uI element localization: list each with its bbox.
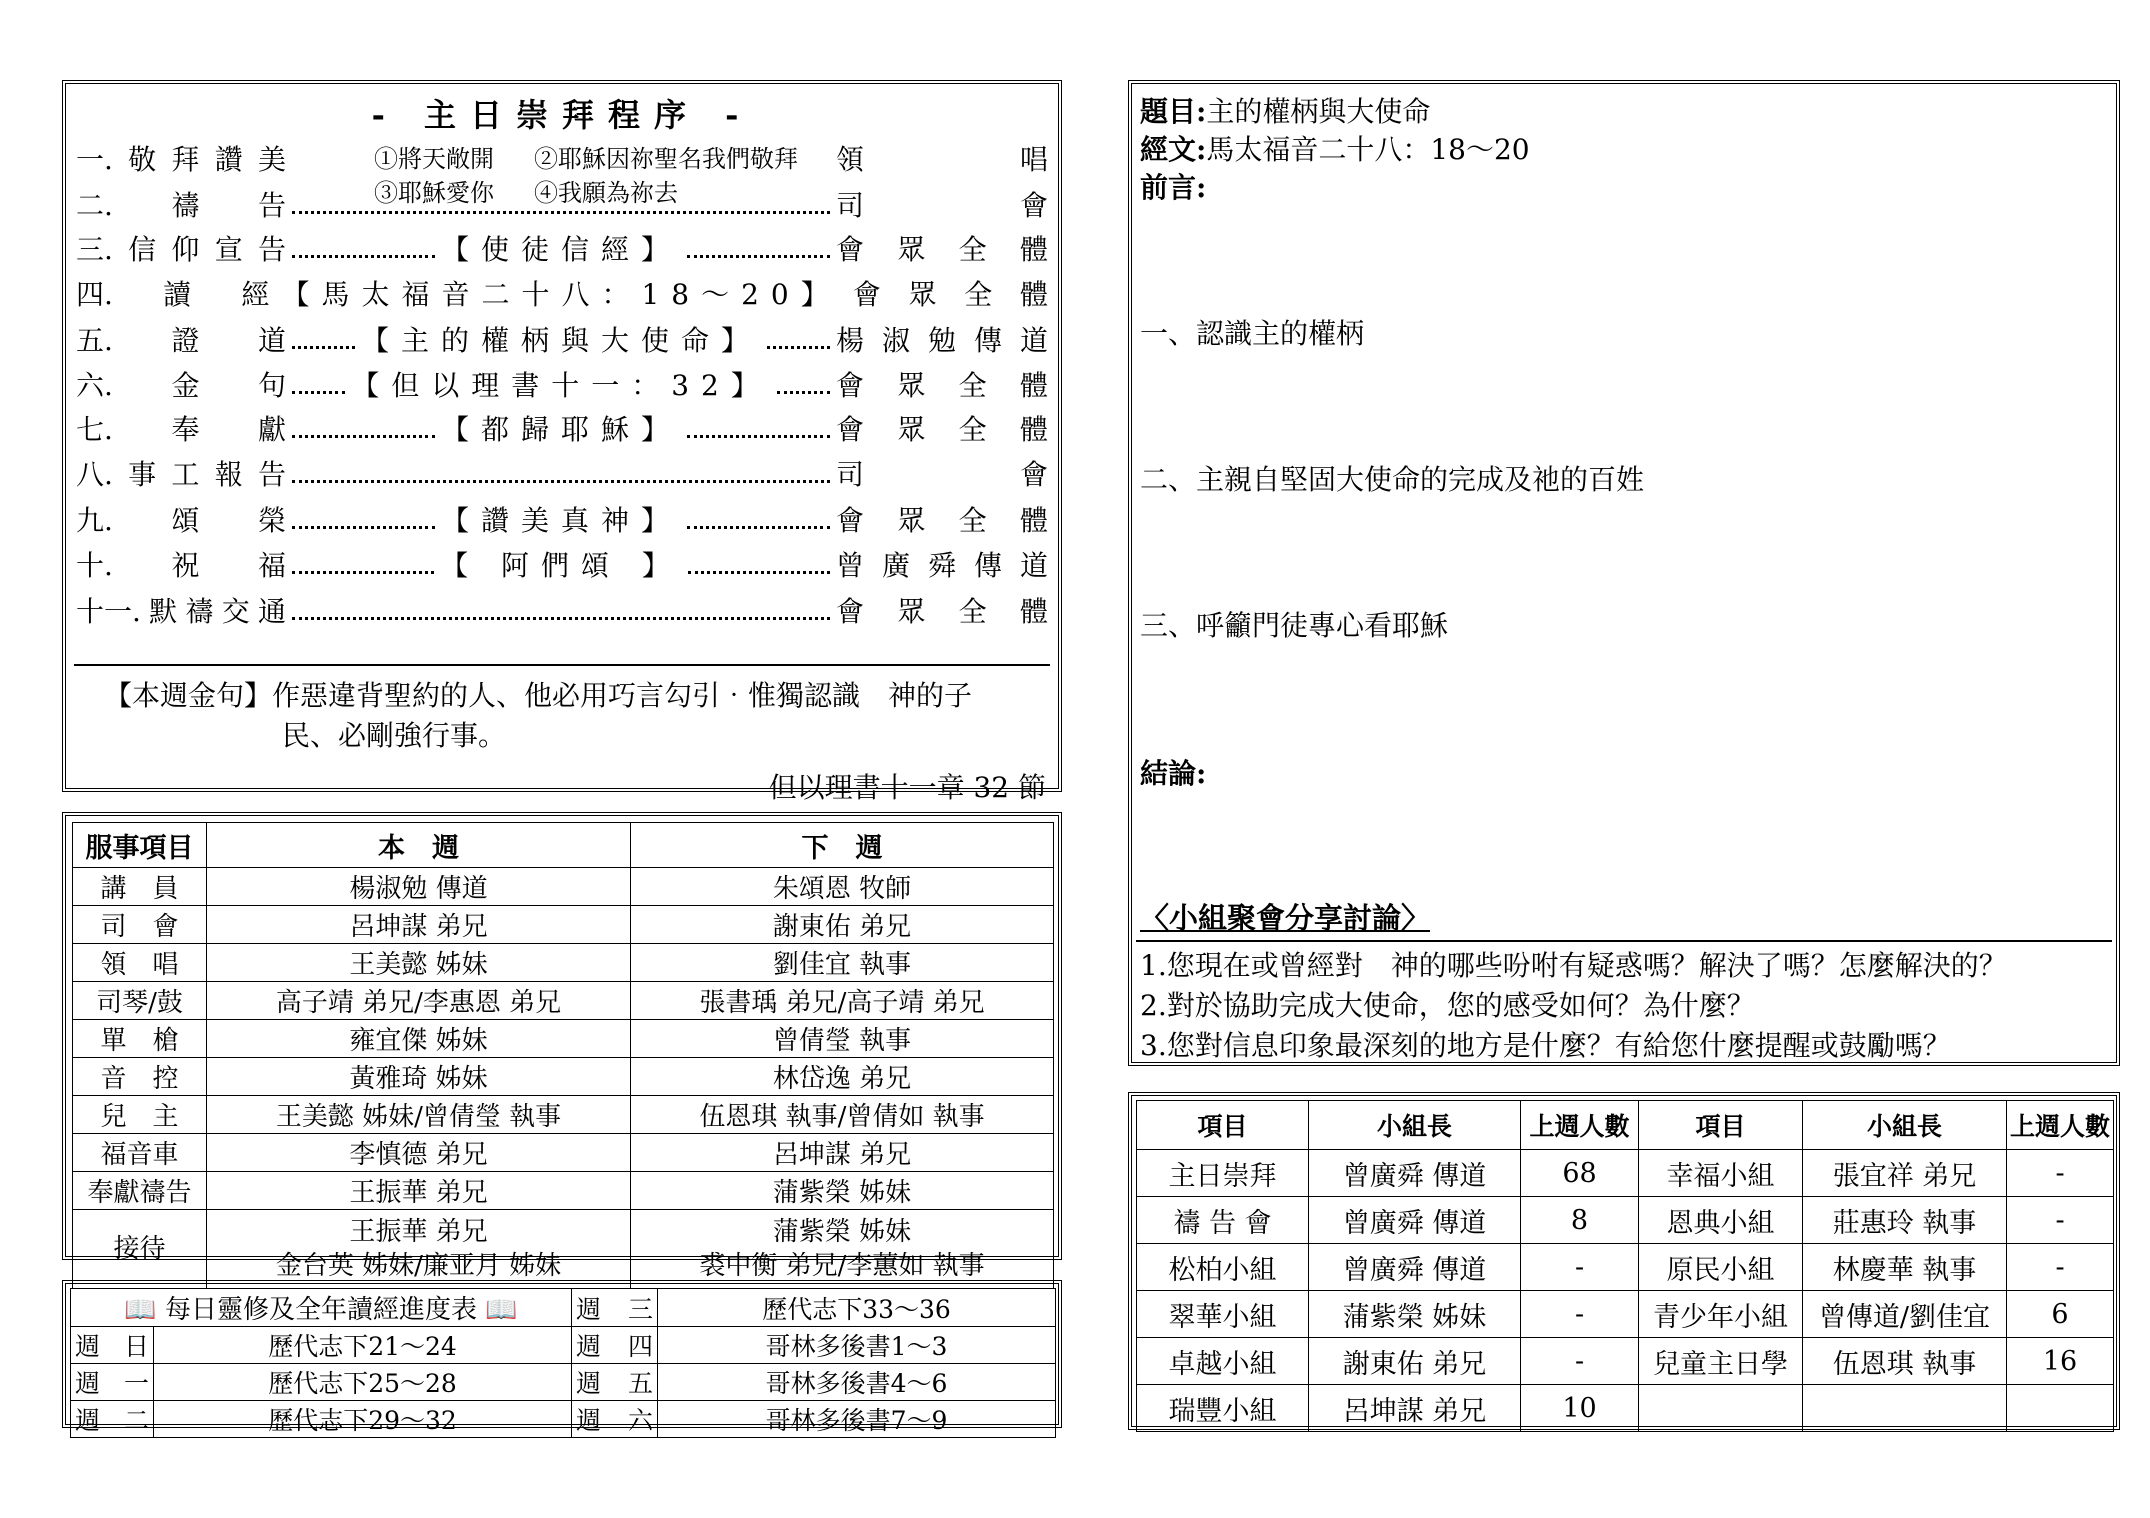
point-3: 三、呼籲門徒專心看耶穌 [1140,609,1449,642]
sermon-notes-panel [1128,80,2120,1066]
worship-order-panel [62,80,1062,804]
table-row [73,1020,1054,1058]
roster-cell: 劉佳宜 執事 [631,944,1054,982]
roster-header-next-week: 下 週 [631,823,1054,868]
worship-item-label-char: 工 [171,458,200,491]
song-2: ②耶穌因祢聖名我們敬拜 [534,145,798,173]
reading-book: 哥林多後書4～6 [658,1364,1056,1401]
leader-dots [292,617,830,620]
table-row [1137,1197,2114,1244]
group-table-header: 項目 [1639,1101,1803,1150]
group-cell: 6 [2007,1291,2114,1338]
worship-item-label-char: 榮 [257,504,286,537]
worship-item-label-char: 事 [128,458,157,491]
worship-item-leader-char: 全 [958,369,987,402]
roster-cell: 呂坤謀 弟兄 [631,1134,1054,1172]
reading-title-cell [71,1289,572,1327]
table-row [1137,1150,2114,1197]
intro-label: 前言: [1140,171,1207,204]
worship-item-number: 一. [76,143,113,176]
roster-cell: 雍宜傑 姊妹 [207,1020,631,1058]
worship-item-leader-char: 會 [836,369,865,402]
worship-item-content: 【都歸耶穌】 [441,413,682,446]
group-cell: 松柏小組 [1137,1244,1309,1291]
worship-item-leader-char: 道 [1019,324,1048,357]
worship-item [76,182,1048,226]
roster-cell: 領 唱 [73,944,207,982]
worship-item-label [76,184,286,224]
worship-item-label [76,590,286,630]
worship-item-label [76,138,286,178]
group-cell: 林慶華 執事 [1803,1244,2007,1291]
roster-cell: 朱頌恩 牧師 [631,868,1054,906]
roster-cell: 張書瑀 弟兄/高子靖 弟兄 [631,982,1054,1020]
worship-item-leader-char: 勉 [927,324,956,357]
table-row [1137,1291,2114,1338]
group-attendance-panel [1128,1092,2120,1430]
group-cell: 曾廣舜 傳道 [1309,1150,1521,1197]
worship-item [76,362,1048,406]
roster-cell-line: 蒲紫榮 姊妹 [772,1217,912,1247]
group-cell: 青少年小組 [1639,1291,1803,1338]
worship-item-label-char: 讀 [163,278,192,311]
roster-cell: 呂坤謀 弟兄 [207,906,631,944]
worship-item-leader-char: 傳 [973,549,1002,582]
book-icon: 📖 [485,1295,518,1325]
worship-item-content: 【使徒信經】 [441,233,682,266]
worship-item-leader-char: 舜 [927,549,956,582]
worship-item-leader-char: 眾 [897,413,926,446]
roster-cell: 講 員 [73,868,207,906]
book-icon: 📖 [124,1295,157,1325]
group-table-header: 小組長 [1803,1101,2007,1150]
reading-book: 歷代志下21～24 [154,1327,572,1364]
group-cell: 翠華小組 [1137,1291,1309,1338]
group-cell: 謝東佑 弟兄 [1309,1338,1521,1385]
worship-item-number: 六. [76,369,113,402]
worship-item-label-char: 交 [221,595,250,628]
worship-item-leader-char: 道 [1019,549,1048,582]
worship-item-label-char: 句 [257,369,286,402]
service-roster-panel [62,812,1062,1281]
leader-dots [292,571,434,574]
roster-cell: 王振華 弟兄 [207,1172,631,1210]
reading-day: 週六 [572,1401,658,1438]
roster-cell [631,1210,1054,1289]
worship-item-label [76,544,286,584]
group-table-header: 項目 [1137,1101,1309,1150]
leader-dots [292,346,355,349]
worship-item-leader [836,184,1048,224]
reading-schedule-table [70,1288,1056,1438]
worship-item-leader-char: 唱 [1019,143,1048,176]
group-cell: 主日崇拜 [1137,1150,1309,1197]
worship-item-label-char: 仰 [171,233,200,266]
group-cell: - [1521,1291,1639,1338]
worship-item-number: 八. [76,458,113,491]
verse-reference: 但以理書十一章 32 節 [768,771,1046,804]
worship-item [76,271,1048,315]
roster-cell: 兒 主 [73,1096,207,1134]
worship-item-number: 四. [76,278,113,311]
worship-item-label-char: 頌 [171,504,200,537]
sermon-topic: 題目:主的權柄與大使命 [1140,95,1431,128]
group-table-header: 小組長 [1309,1101,1521,1150]
reading-day: 週日 [71,1327,154,1364]
roster-cell: 司 會 [73,906,207,944]
reading-book: 哥林多後書7～9 [658,1401,1056,1438]
worship-item-number: 十. [76,549,113,582]
worship-item [76,542,1048,586]
worship-item-label-char: 告 [257,458,286,491]
worship-item-label-char: 祝 [171,549,200,582]
worship-item-label-char: 告 [257,233,286,266]
group-cell: 16 [2007,1338,2114,1385]
group-cell [2007,1385,2114,1432]
table-row [73,1096,1054,1134]
roster-cell-line: 王振華 弟兄 [349,1217,488,1247]
worship-item-label [76,499,286,539]
worship-item-leader-char: 會 [836,413,865,446]
worship-item-label [76,364,286,404]
roster-cell: 謝東佑 弟兄 [631,906,1054,944]
group-cell: 曾傳道/劉佳宜 [1803,1291,2007,1338]
reading-day: 週五 [572,1364,658,1401]
reading-day: 週四 [572,1327,658,1364]
worship-item-leader-char: 淑 [881,324,910,357]
table-row [73,1134,1054,1172]
worship-item-leader-char: 全 [958,233,987,266]
worship-item-number: 九. [76,504,113,537]
roster-cell: 司琴/鼓 [73,982,207,1020]
worship-title: - 主日崇拜程序 - [371,96,753,134]
group-cell: - [1521,1244,1639,1291]
group-cell [1803,1385,2007,1432]
sermon-scripture: 經文:馬太福音二十八：18～20 [1140,133,1530,166]
group-cell: 幸福小組 [1639,1150,1803,1197]
worship-item-label-char: 證 [171,324,200,357]
group-cell: 曾廣舜 傳道 [1309,1197,1521,1244]
worship-item-label-char: 通 [257,595,286,628]
group-attendance-table [1136,1100,2114,1432]
worship-item-leader-char: 會 [836,504,865,537]
roster-cell: 曾倩瑩 執事 [631,1020,1054,1058]
worship-item-label-char: 宣 [214,233,243,266]
worship-item-label [76,319,286,359]
leader-dots [777,391,830,394]
roster-cell: 伍恩琪 執事/曾倩如 執事 [631,1096,1054,1134]
worship-item-label-char: 金 [171,369,200,402]
worship-item-label [76,453,286,493]
worship-item-leader-char: 廣 [881,549,910,582]
worship-item-leader-char: 會 [836,595,865,628]
worship-item-leader-char: 體 [1019,278,1048,311]
question-1: 1.您現在或曾經對 神的哪些吩咐有疑惑嗎？解決了嗎？怎麼解決的？ [1140,949,2007,982]
group-cell: 68 [1521,1150,1639,1197]
roster-cell: 奉獻禱告 [73,1172,207,1210]
worship-item-leader [836,544,1048,584]
reading-book: 歷代志下33～36 [658,1289,1056,1327]
worship-item-label-char: 奉 [171,413,200,446]
worship-item-label-char: 福 [257,549,286,582]
table-row [73,906,1054,944]
worship-item-label-char: 禱 [185,595,214,628]
worship-item-number: 十一. [76,595,141,628]
worship-item-leader-char: 眾 [897,504,926,537]
leader-dots [292,255,435,258]
worship-item-leader-char: 眾 [897,369,926,402]
group-cell: 莊惠玲 執事 [1803,1197,2007,1244]
group-cell: - [2007,1244,2114,1291]
reading-schedule-panel [62,1280,1062,1435]
reading-day: 週三 [572,1289,658,1327]
roster-cell: 福音車 [73,1134,207,1172]
song-4: ④我願為祢去 [534,179,678,207]
roster-cell-line: 金台英 姊妹/廉亚月 姊妹 [275,1251,562,1281]
worship-item-leader-char: 會 [852,278,881,311]
roster-cell: 王美懿 姊妹/曾倩瑩 執事 [207,1096,631,1134]
group-cell: 蒲紫榮 姊妹 [1309,1291,1521,1338]
worship-item [76,226,1048,270]
worship-item-leader-char: 會 [836,233,865,266]
roster-cell: 接待 [73,1210,207,1289]
roster-cell: 林岱逸 弟兄 [631,1058,1054,1096]
group-cell: 曾廣舜 傳道 [1309,1244,1521,1291]
divider [1136,940,2112,942]
worship-item-number: 二. [76,189,113,222]
worship-item-leader [836,408,1048,448]
worship-item-label [76,408,286,448]
group-cell: - [1521,1338,1639,1385]
table-row [73,944,1054,982]
worship-item-leader-char: 會 [1019,189,1048,222]
roster-cell: 高子靖 弟兄/李惠恩 弟兄 [207,982,631,1020]
roster-cell: 單 槍 [73,1020,207,1058]
table-row [1137,1338,2114,1385]
group-cell: 瑞豐小組 [1137,1385,1309,1432]
worship-item-number: 七. [76,413,113,446]
worship-item-leader [836,319,1048,359]
roster-cell: 楊淑勉 傳道 [207,868,631,906]
question-3: 3.您對信息印象最深刻的地方是什麼？有給您什麼提醒或鼓勵嗎？ [1140,1029,1951,1062]
worship-item-leader-char: 全 [958,504,987,537]
worship-item [76,317,1048,361]
worship-item-leader [836,228,1048,268]
roster-cell: 黃雅琦 姊妹 [207,1058,631,1096]
reading-book: 哥林多後書1～3 [658,1327,1056,1364]
worship-item-label-char: 讚 [214,143,243,176]
worship-item-leader-char: 眾 [897,595,926,628]
group-cell: 恩典小組 [1639,1197,1803,1244]
roster-header-this-week: 本 週 [207,823,631,868]
worship-item-leader-char: 眾 [897,233,926,266]
worship-item [76,406,1048,450]
worship-item-content: 【 阿們頌 】 [440,549,682,582]
worship-item-label [76,273,269,313]
group-cell: 伍恩琪 執事 [1803,1338,2007,1385]
worship-item-leader-char: 眾 [908,278,937,311]
roster-cell: 李慎德 弟兄 [207,1134,631,1172]
leader-dots [767,346,830,349]
group-cell: - [2007,1197,2114,1244]
worship-item-leader-char: 楊 [836,324,865,357]
verse-line-1: 【本週金句】作惡違背聖約的人、他必用巧言勾引‧惟獨認識 神的子 [104,679,973,712]
worship-item-label-char: 告 [257,189,286,222]
conclusion-label: 結論: [1140,757,1207,790]
group-cell: 呂坤謀 弟兄 [1309,1385,1521,1432]
leader-dots [687,255,830,258]
worship-item-leader-char: 司 [836,189,865,222]
service-roster-table [72,822,1054,1289]
worship-item-label-char: 默 [149,595,178,628]
worship-item-leader-char: 領 [836,143,865,176]
leader-dots [292,480,830,483]
worship-item-label-char: 報 [214,458,243,491]
point-1: 一、認識主的權柄 [1140,317,1365,350]
group-cell: 卓越小組 [1137,1338,1309,1385]
worship-item-label-char: 禱 [171,189,200,222]
group-cell: 張宜祥 弟兄 [1803,1150,2007,1197]
worship-item-content: 【馬太福音二十八：18～20】 [281,278,841,311]
worship-item-leader-char: 司 [836,458,865,491]
worship-item [76,136,1048,180]
worship-item-number: 五. [76,324,113,357]
group-cell: - [2007,1150,2114,1197]
worship-item-leader-char: 體 [1019,595,1048,628]
roster-cell: 蒲紫榮 姊妹 [631,1172,1054,1210]
table-row [1137,1244,2114,1291]
verse-line-2: 民、必剛強行事。 [282,719,507,752]
group-cell: 兒童主日學 [1639,1338,1803,1385]
song-3: ③耶穌愛你 [374,179,494,207]
worship-item-content: 【主的權柄與大使命】 [361,324,762,357]
table-row [73,868,1054,906]
roster-header-item: 服事項目 [73,823,207,868]
worship-item-label-char: 信 [128,233,157,266]
worship-item-leader [836,364,1048,404]
table-row [73,1210,1054,1289]
group-cell: 原民小組 [1639,1244,1803,1291]
group-table-header: 上週人數 [1521,1101,1639,1150]
leader-dots [687,435,830,438]
worship-item-label-char: 獻 [257,413,286,446]
table-row [1137,1385,2114,1432]
leader-dots [292,435,435,438]
point-2: 二、主親自堅固大使命的完成及祂的百姓 [1140,463,1645,496]
roster-cell [207,1210,631,1289]
worship-item-leader-char: 傳 [973,324,1002,357]
worship-item-content: 【讚美真神】 [441,504,682,537]
group-cell: 10 [1521,1385,1639,1432]
worship-item-leader [836,138,1048,178]
table-row [73,1058,1054,1096]
group-table-header: 上週人數 [2007,1101,2114,1150]
reading-day: 週一 [71,1364,154,1401]
worship-item-leader [836,590,1048,630]
worship-item-leader-char: 全 [958,413,987,446]
leader-dots [688,571,830,574]
worship-item-leader-char: 體 [1019,369,1048,402]
reading-title: 每日靈修及全年讀經進度表 [164,1295,477,1325]
worship-item-label-char: 美 [257,143,286,176]
worship-item-label-char: 經 [241,278,270,311]
worship-item-content: 【但以理書十一：32】 [351,369,771,402]
worship-item-label-char: 道 [257,324,286,357]
reading-day: 週二 [71,1401,154,1438]
worship-item [76,497,1048,541]
worship-item-label-char: 拜 [171,143,200,176]
worship-item-leader [853,273,1048,313]
group-cell: 8 [1521,1197,1639,1244]
worship-item-leader-char: 會 [1019,458,1048,491]
leader-dots [292,391,345,394]
worship-item-leader-char: 體 [1019,504,1048,537]
group-discussion-heading: 〈小組聚會分享討論〉 [1140,901,1431,935]
worship-item [76,588,1048,632]
reading-book: 歷代志下29～32 [154,1401,572,1438]
weekly-verse [74,664,1050,804]
worship-item-leader-char: 體 [1019,233,1048,266]
worship-item-leader [836,453,1048,493]
question-2: 2.對於協助完成大使命，您的感受如何？為什麼？ [1140,989,1755,1022]
leader-dots [687,526,830,529]
roster-cell-line: 裘中衡 弟兄/李蕙如 執事 [699,1251,985,1281]
table-row [73,982,1054,1020]
leader-dots [292,526,435,529]
leader-dots [292,211,830,214]
worship-item-label-char: 敬 [128,143,157,176]
roster-cell: 王美懿 姊妹 [207,944,631,982]
worship-item-leader-char: 體 [1019,413,1048,446]
group-cell [1639,1385,1803,1432]
worship-item-leader [836,499,1048,539]
song-1: ①將天敞開 [374,145,494,173]
worship-item-leader-char: 全 [958,595,987,628]
worship-item-leader-char: 曾 [836,549,865,582]
worship-item-leader-char: 全 [964,278,993,311]
worship-item-number: 三. [76,233,113,266]
roster-cell: 音 控 [73,1058,207,1096]
worship-item-label [76,228,286,268]
worship-item [76,451,1048,495]
group-cell: 禱 告 會 [1137,1197,1309,1244]
reading-book: 歷代志下25～28 [154,1364,572,1401]
table-row [73,1172,1054,1210]
